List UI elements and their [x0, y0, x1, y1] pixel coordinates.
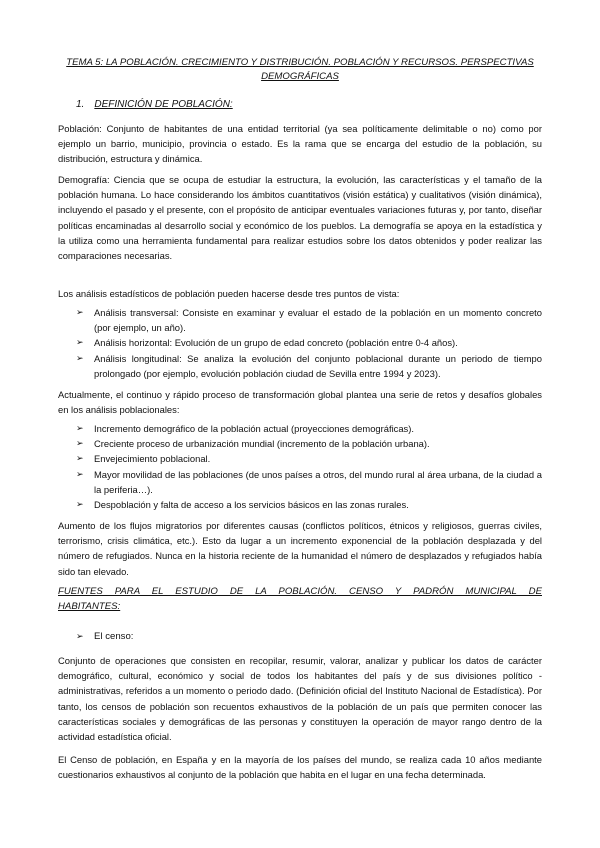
- arrow-bullet-icon: ➢: [76, 499, 84, 510]
- list-item: ➢ Análisis transversal: Consiste en examinar y evaluar el estado de la población en un momento concreto (por ejemplo, un año).: [76, 307, 542, 334]
- list-item: ➢ Incremento demográfico de la población actual (proyecciones demográficas).: [76, 421, 542, 436]
- arrow-bullet-icon: ➢: [76, 307, 84, 317]
- arrow-bullet-icon: ➢: [76, 438, 84, 449]
- arrow-bullet-icon: ➢: [76, 423, 84, 433]
- arrow-bullet-icon: ➢: [76, 352, 84, 363]
- document-title: TEMA 5: LA POBLACIÓN. CRECIMIENTO Y DISTRIBUCIÓN. POBLACIÓN Y RECURSOS. PERSPECTIVAS DEMOGRÁFICAS: [66, 57, 534, 82]
- paragraph-demografia: Demografía: Ciencia que se ocupa de estudiar la estructura, la evolución, las características y el tamaño de la población humana. Lo hace considerando los ámbitos cuantitativos (visión estática) y cualitativos (visión dinámica), incluyendo el pasado y el presente, con el propósito de anticipar eventuales variaciones futuras y, por tanto, diseñar políticas encaminadas al desarrollo social y económico de los pueblos. La demografía se apoya en la estadística y la utiliza como una herramienta fundamental para realizar estudios sobre los datos obtenidos y poder realizar las comparaciones necesarias.: [58, 174, 542, 262]
- list-item: ➢ Despoblación y falta de acceso a los servicios básicos en las zonas rurales.: [76, 497, 542, 512]
- paragraph-analisis-intro: Los análisis estadísticos de población pueden hacerse desde tres puntos de vista:: [58, 288, 400, 299]
- list-item: ➢ Análisis longitudinal: Se analiza la evolución del conjunto poblacional durante un periodo de tiempo prolongado (por ejemplo, evolución población ciudad de Sevilla entre 1994 y 2023).: [76, 352, 542, 379]
- paragraph-poblacion: Población: Conjunto de habitantes de una entidad territorial (ya sea políticamente delimitable o no) como por ejemplo un barrio, municipio, provincia o estado. Es la rama que se encarga del estudio de la población, su distribución, estructura y dinámica.: [58, 123, 542, 165]
- section-heading-text: DEFINICIÓN DE POBLACIÓN:: [94, 99, 233, 110]
- paragraph-censo-espana: El Censo de población, en España y en la mayoría de los países del mundo, se realiza cada 10 años mediante cuestionarios exhaustivos al conjunto de la población que habita en el lugar en una fecha determinada.: [58, 754, 542, 781]
- arrow-bullet-icon: ➢: [76, 337, 84, 348]
- paragraph-censo-definicion: Conjunto de operaciones que consisten en recopilar, resumir, valorar, analizar y publicar los datos de carácter demográfico, cultural, económico y social de todos los habitantes del país y de sus divisiones político - administrativas, referidos a un momento o periodo dado. (Definición oficial del Instituto Nacional de Estadística). Por tanto, los censos de población son recuentos exhaustivos de la población de un país que permiten conocer las características sociales y demográficas de las personas y constituyen la operación de mayor rango dentro de la actividad estadística oficial.: [58, 655, 542, 743]
- list-item: ➢ Envejecimiento poblacional.: [76, 451, 542, 466]
- arrow-bullet-icon: ➢: [76, 468, 84, 479]
- arrow-bullet-icon: ➢: [76, 631, 84, 641]
- section-heading-definicion: [76, 98, 233, 112]
- paragraph-flujos: Aumento de los flujos migratorios por diferentes causas (conflictos políticos, étnicos y religiosos, guerras civiles, terrorismo, crisis climática, etc.). Esto da lugar a un incremento exponencial de la población desplazada y del número de refugiados. Nunca en la historia reciente de la humanidad el número de desplazados y refugiados había sido tan elevado.: [58, 520, 542, 577]
- paragraph-actualmente: Actualmente, el continuo y rápido proceso de transformación global plantea una serie de retos y desafíos globales en los análisis poblacionales:: [58, 389, 542, 416]
- list-item: ➢ Creciente proceso de urbanización mundial (incremento de la población urbana).: [76, 436, 542, 451]
- section-number: 1.: [76, 99, 85, 110]
- section-heading-fuentes: FUENTES PARA EL ESTUDIO DE LA POBLACIÓN. CENSO Y PADRÓN MUNICIPAL DE HABITANTES:: [58, 586, 542, 612]
- analisis-list: [76, 305, 542, 381]
- subheading-censo: ➢ El censo:: [76, 631, 134, 642]
- retos-list: [76, 421, 542, 512]
- arrow-bullet-icon: ➢: [76, 453, 84, 464]
- list-item: ➢ Análisis horizontal: Evolución de un grupo de edad concreto (población entre 0-4 años).: [76, 335, 542, 350]
- list-item: ➢ Mayor movilidad de las poblaciones (de unos países a otros, del mundo rural al área urbana, de la ciudad a la periferia…).: [76, 468, 542, 495]
